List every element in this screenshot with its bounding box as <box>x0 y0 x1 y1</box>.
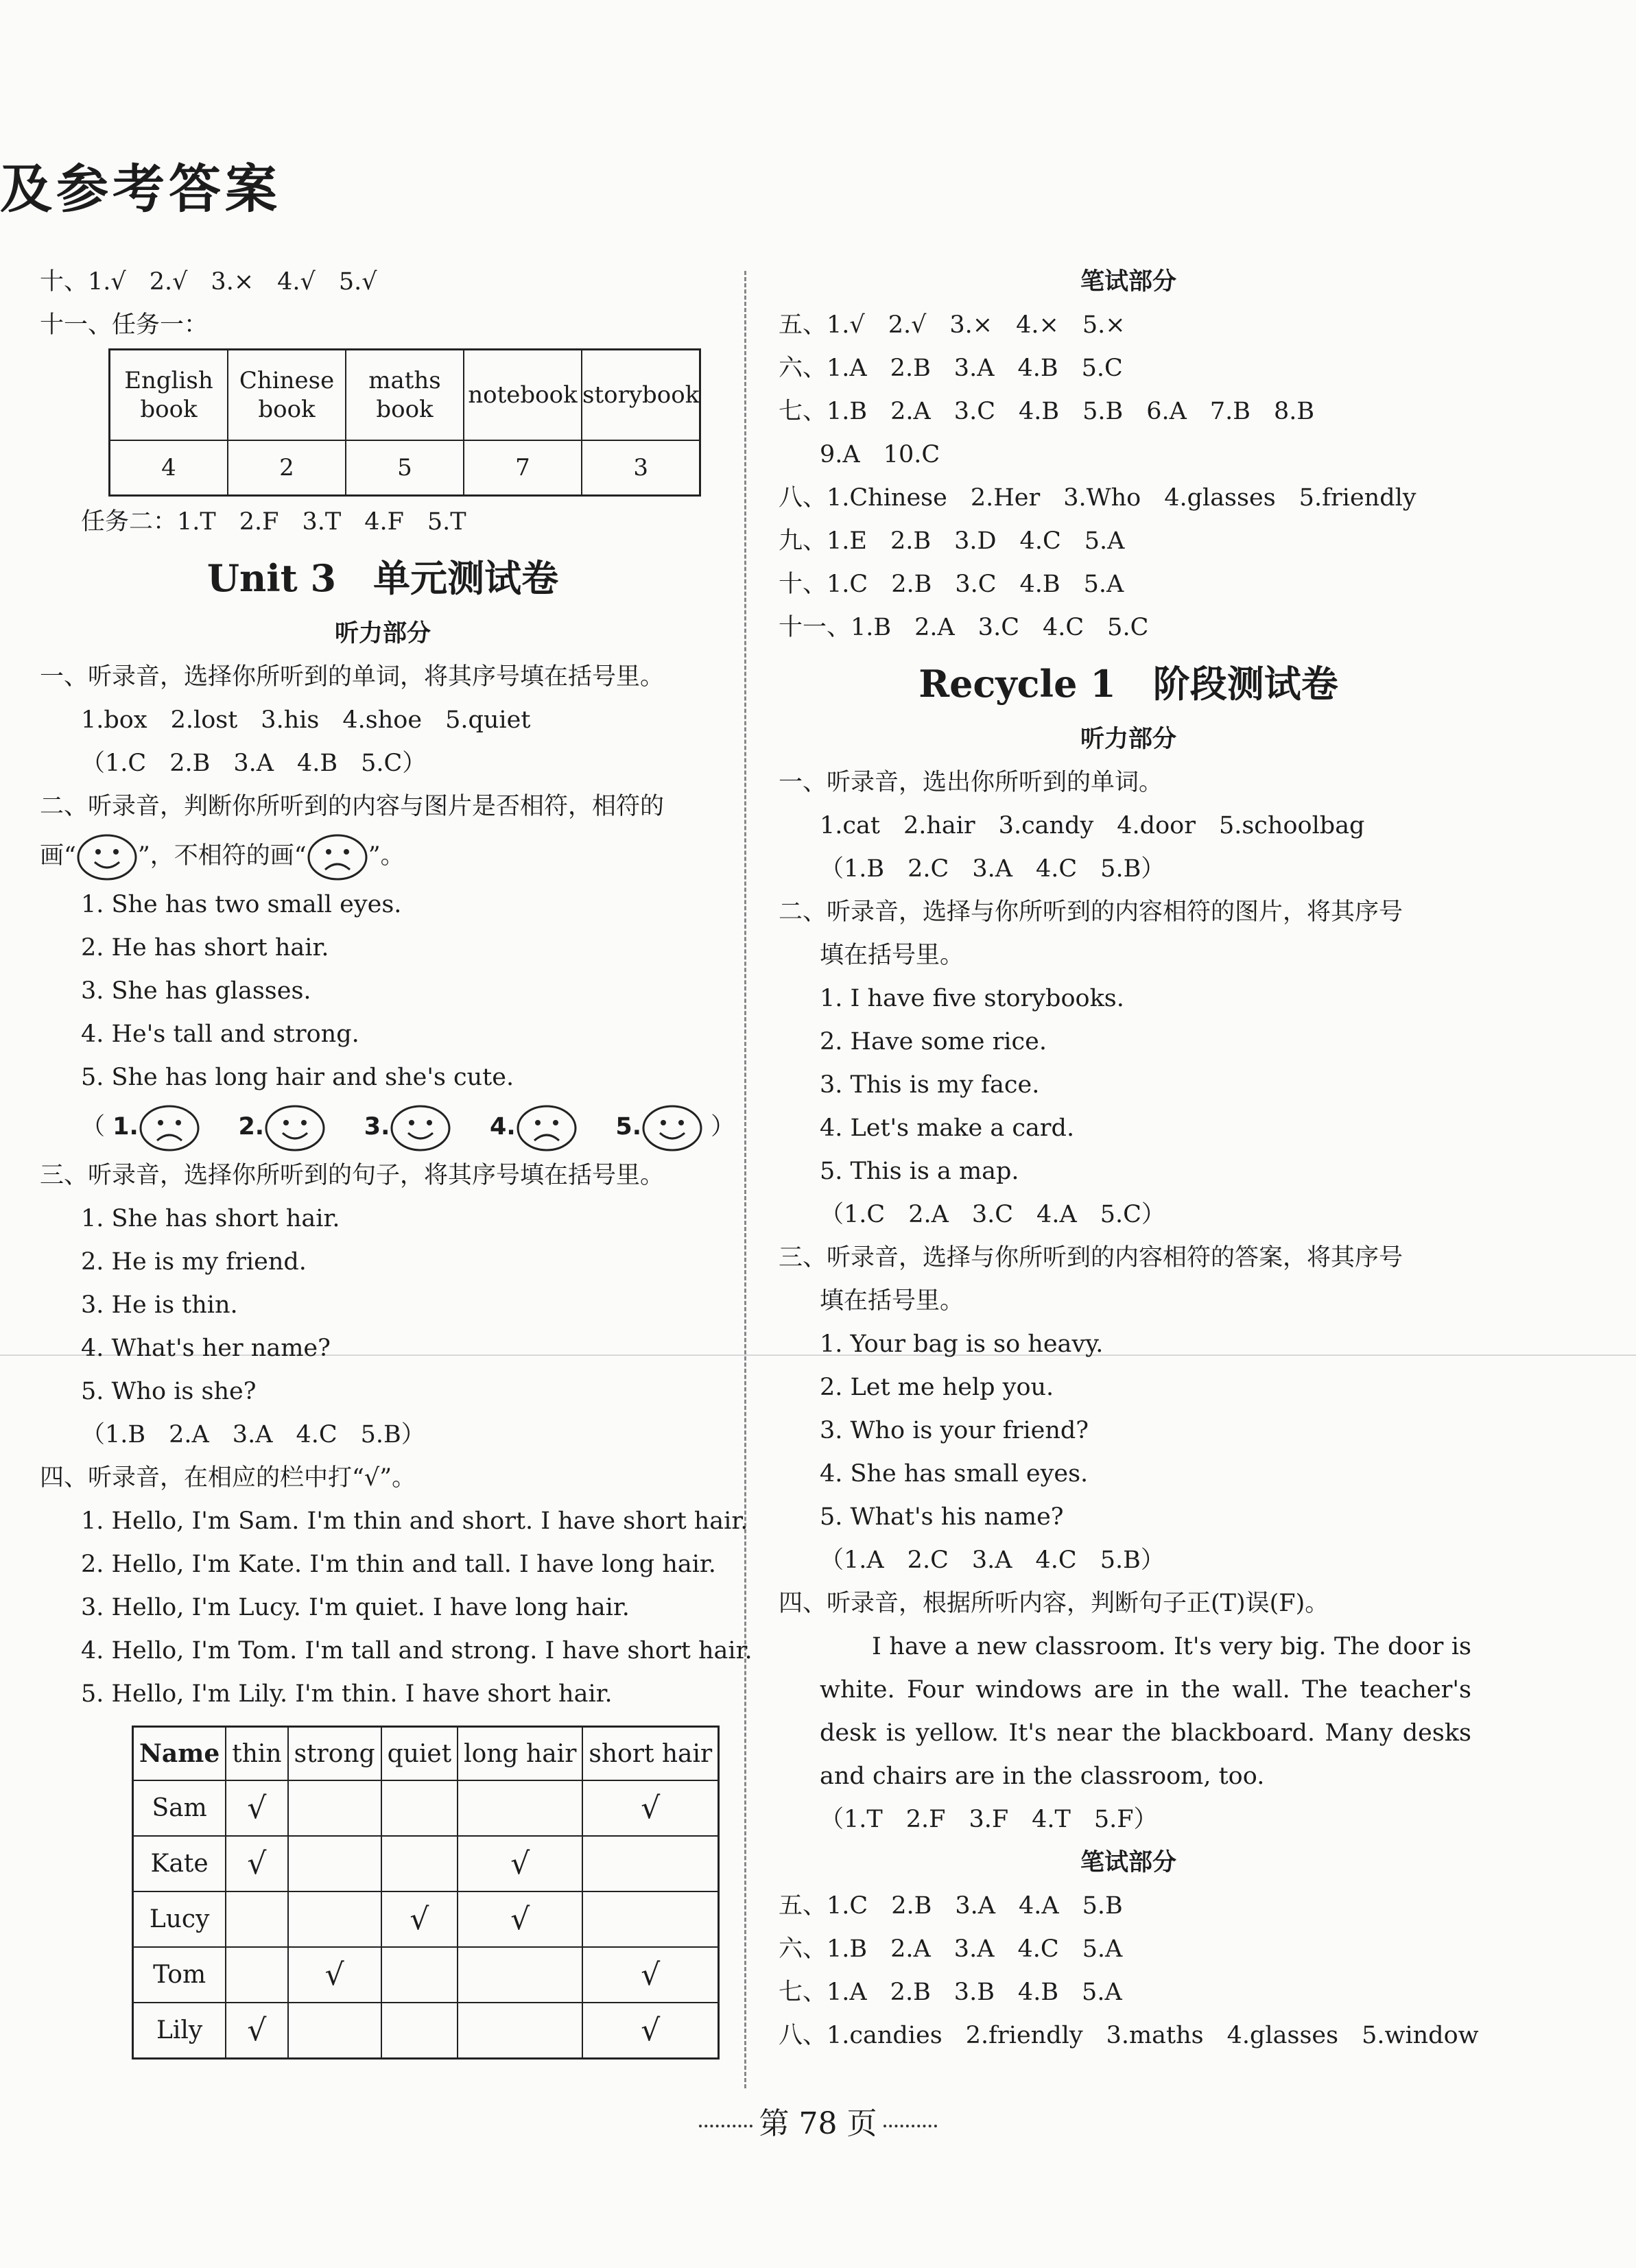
answer: 7.B <box>1209 398 1251 425</box>
answer-line <box>779 563 1478 606</box>
text: （ <box>81 1113 106 1141</box>
answer: 2.friendly <box>965 2022 1083 2049</box>
listening-heading: 听力部分 <box>1080 726 1176 753</box>
sad-face-icon <box>516 1104 578 1152</box>
answer: 4.C <box>1035 855 1078 883</box>
answer: 8.B <box>1274 398 1315 425</box>
answer-label: 4. <box>490 1113 516 1141</box>
answer: 1.√ <box>88 268 126 296</box>
sentence: 2. He is my friend. <box>81 1248 307 1276</box>
text: ） <box>711 1113 735 1141</box>
table-check-cell: √ <box>226 2003 287 2059</box>
sentence: 5. This is a map. <box>820 1158 1019 1185</box>
answer: 2.A <box>890 1935 931 1963</box>
table-check-cell: √ <box>582 2003 718 2059</box>
answer: 4.C <box>1042 614 1084 641</box>
answer: 3.B <box>953 1979 995 2006</box>
table-cell: 4 <box>110 440 228 496</box>
smiley-face-icon <box>641 1104 703 1152</box>
table-name-cell: Lily <box>133 2003 226 2059</box>
word-list <box>779 804 1478 848</box>
answer: （1.C <box>81 750 147 777</box>
answer: 3.A <box>953 1935 995 1963</box>
table-header-row <box>133 1727 719 1781</box>
sentence: 3. This is my face. <box>820 1071 1040 1099</box>
answer-line <box>779 1885 1478 1928</box>
table-check-cell <box>381 2003 458 2059</box>
left-column <box>40 261 752 2060</box>
answer-label: 5. <box>615 1113 641 1141</box>
answer: 七、1.A <box>779 1979 867 2006</box>
page-number: 第 78 页 <box>759 2106 877 2141</box>
sentence: 4. Let's make a card. <box>820 1114 1075 1142</box>
table-check-cell <box>458 1780 582 1836</box>
table-check-cell: √ <box>458 1891 582 1947</box>
table-check-cell <box>288 1891 381 1947</box>
text: 画“ <box>40 842 76 870</box>
answer: 十、1.C <box>779 571 868 598</box>
answer-line <box>779 347 1478 390</box>
answer-line <box>779 1928 1478 1971</box>
passage-text: I have a new classroom. It's very big. The door is white. Four windows are in the wall. The teacher's desk is yellow. It's near the blackboard. Many desks and chairs are in the classroom, too. <box>820 1633 1471 1790</box>
face-slot <box>390 1113 451 1141</box>
word: 1.cat <box>820 812 880 839</box>
question-heading: 二、听录音，判断你所听到的内容与图片是否相符，相符的 <box>40 793 665 820</box>
table-check-cell <box>381 1947 458 2003</box>
question-heading: 一、听录音，选出你所听到的单词。 <box>779 769 1163 796</box>
table-cell: English book <box>110 350 228 441</box>
answer: 5.F） <box>1093 1806 1158 1833</box>
answer: 3.A <box>953 355 995 382</box>
sentence: 4. Hello, I'm Tom. I'm tall and strong. I have short hair. <box>81 1637 752 1664</box>
question-heading: 三、听录音，选择与你所听到的内容相符的答案，将其序号 <box>779 1244 1403 1272</box>
sentence: 2. Let me help you. <box>820 1374 1054 1401</box>
table-header-cell: quiet <box>381 1727 458 1781</box>
sad-face-icon <box>307 833 368 881</box>
table-cell: storybook <box>582 350 700 441</box>
table-check-cell: √ <box>226 1780 287 1836</box>
answer: 3.Who <box>1063 484 1141 512</box>
table-name-cell: Lucy <box>133 1891 226 1947</box>
answer: 2.B <box>890 1979 931 2006</box>
answer: 九、1.E <box>779 527 867 555</box>
answer: 六、1.B <box>779 1935 868 1963</box>
question-heading: 二、听录音，选择与你所听到的内容相符的图片，将其序号 <box>779 898 1403 926</box>
answer: 2.A <box>908 1201 949 1228</box>
answer: 4.A <box>1018 1892 1059 1920</box>
answer: 十一、1.B <box>779 614 892 641</box>
answer-key <box>779 848 1478 891</box>
item-number: 十、 <box>40 268 88 296</box>
table-header-cell: Name <box>133 1727 226 1781</box>
word: 3.his <box>261 706 320 734</box>
sentence: 3. She has glasses. <box>81 977 311 1005</box>
table-row <box>133 1947 719 2003</box>
answer: 4.× <box>1016 311 1059 339</box>
answer: 4.C <box>296 1421 337 1448</box>
written-heading: 笔试部分 <box>1080 1849 1176 1876</box>
table-cell: notebook <box>464 350 582 441</box>
answer-label: 3. <box>364 1113 390 1141</box>
answer-line <box>779 390 1478 433</box>
table-check-cell: √ <box>226 1836 287 1891</box>
table-check-cell: √ <box>458 1836 582 1891</box>
answer: （1.A <box>820 1547 884 1574</box>
answer: 3.C <box>977 614 1019 641</box>
answer: 3.A <box>232 1421 273 1448</box>
answer: 2.B <box>890 527 932 555</box>
smiley-face-icon <box>264 1104 326 1152</box>
answer: 4.glasses <box>1164 484 1276 512</box>
table-check-cell <box>381 1780 458 1836</box>
answer: 2.F <box>905 1806 946 1833</box>
answer: 2.C <box>907 1547 949 1574</box>
answer: 八、1.Chinese <box>779 484 947 512</box>
sentence: 4. What's her name? <box>81 1335 331 1362</box>
answer-key <box>779 1193 1478 1237</box>
sentence: 3. He is thin. <box>81 1291 238 1319</box>
sentence: 5. She has long hair and she's cute. <box>81 1064 514 1091</box>
answer: 5.B） <box>1100 855 1165 883</box>
sentence: 4. She has small eyes. <box>820 1460 1089 1488</box>
passage <box>779 1625 1478 1798</box>
sentence: 1. She has two small eyes. <box>81 891 402 918</box>
answer: 5.B <box>1082 398 1124 425</box>
table-row <box>133 1780 719 1836</box>
table-cell: 5 <box>346 440 464 496</box>
answer-key <box>40 1413 726 1457</box>
answer: 5.A <box>1084 527 1125 555</box>
question-heading-cont: 填在括号里。 <box>820 1287 964 1315</box>
answer: 2.A <box>169 1421 209 1448</box>
table-check-cell <box>582 1891 718 1947</box>
table-name-cell: Sam <box>133 1780 226 1836</box>
answer: 八、1.candies <box>779 2022 943 2049</box>
text: ”。 <box>368 842 405 870</box>
answer: 3.D <box>954 527 997 555</box>
answer: 七、1.B <box>779 398 868 425</box>
answer: 5.C <box>1107 614 1149 641</box>
answer: 2.B <box>891 1892 932 1920</box>
question-heading: 四、听录音，在相应的栏中打“√”。 <box>40 1464 416 1492</box>
answer: 3.C <box>953 398 995 425</box>
answer: 3.A <box>971 1547 1012 1574</box>
answer: 4.C <box>1035 1547 1077 1574</box>
word-list <box>40 699 726 742</box>
answer-line <box>779 477 1478 520</box>
table-cell: 2 <box>228 440 346 496</box>
word: 5.quiet <box>445 706 531 734</box>
answer: 5.window <box>1362 2022 1479 2049</box>
question-heading: 一、听录音，选择你所听到的单词，将其序号填在括号里。 <box>40 663 665 691</box>
table-cell: maths book <box>346 350 464 441</box>
word: 2.lost <box>170 706 238 734</box>
answer-line <box>779 2014 1478 2057</box>
books-table <box>108 348 701 497</box>
answer: 4.B <box>1017 355 1058 382</box>
footer-dots <box>884 2125 937 2127</box>
face-slot <box>139 1113 200 1141</box>
answer: 5.friendly <box>1299 484 1416 512</box>
answer: 五、1.C <box>779 1892 868 1920</box>
answer: 5.C） <box>361 750 427 777</box>
text: ”，不相符的画“ <box>137 842 307 870</box>
question-heading: 四、听录音，根据所听内容，判断句子正(T)误(F)。 <box>779 1590 1329 1617</box>
answer: 4.B <box>1019 571 1060 598</box>
answer: 5.√ <box>338 268 377 296</box>
smiley-face-icon <box>76 833 138 881</box>
answer: 2.C <box>908 855 949 883</box>
answer: 2.√ <box>149 268 188 296</box>
answer: 4.glasses <box>1226 2022 1339 2049</box>
table-check-cell: √ <box>381 1891 458 1947</box>
answer: 5.T <box>427 508 466 536</box>
answer-label: 2. <box>238 1113 265 1141</box>
answer: 2.Her <box>970 484 1041 512</box>
table-name-cell: Kate <box>133 1836 226 1891</box>
table-check-cell <box>582 1836 718 1891</box>
answer: 6.A <box>1146 398 1187 425</box>
answer: 2.B <box>169 750 211 777</box>
answer: 4.C <box>1017 1935 1059 1963</box>
table-check-cell: √ <box>288 1947 381 2003</box>
table-check-cell <box>288 1780 381 1836</box>
answer: 5.A <box>1083 571 1124 598</box>
page-title: 及参考答案 <box>0 158 281 219</box>
question-heading-cont <box>40 828 726 883</box>
answer-line <box>779 520 1478 563</box>
face-slot <box>264 1113 326 1141</box>
answer: 3.A <box>955 1892 995 1920</box>
sentence: 1. Hello, I'm Sam. I'm thin and short. I have short hair. <box>81 1507 748 1535</box>
question-heading-cont: 填在括号里。 <box>820 942 964 969</box>
answer: 2.B <box>891 571 932 598</box>
answer: （1.B <box>81 1421 146 1448</box>
answer: （1.B <box>820 855 885 883</box>
unit3-title: Unit 3 单元测试卷 <box>206 556 559 600</box>
answer-line <box>779 304 1478 347</box>
face-slot <box>641 1113 703 1141</box>
sentence: 4. He's tall and strong. <box>81 1020 359 1048</box>
answer: 5.A <box>1082 1979 1122 2006</box>
answer-line-11: 十一、任务一： <box>40 311 209 339</box>
answer: （1.C <box>820 1201 886 1228</box>
answer: 5.B <box>1082 1892 1123 1920</box>
answer: 5.C <box>1081 355 1123 382</box>
answer: 5.A <box>1082 1935 1123 1963</box>
answer: 2.B <box>890 355 931 382</box>
answer-key <box>779 1539 1478 1582</box>
sentence: 1. She has short hair. <box>81 1205 340 1232</box>
table-check-cell <box>226 1947 287 2003</box>
answer: 2.F <box>239 508 279 536</box>
sentence: 1. Your bag is so heavy. <box>820 1330 1104 1358</box>
column-divider <box>744 271 746 2088</box>
table-header-cell: short hair <box>582 1727 718 1781</box>
answer-key <box>779 1798 1478 1841</box>
task-label: 任务二： <box>81 508 178 536</box>
answer: 5.× <box>1082 311 1126 339</box>
word: 4.shoe <box>342 706 423 734</box>
answer-line-10 <box>40 261 726 304</box>
table-check-cell: √ <box>582 1780 718 1836</box>
answer: 4.T <box>1032 1806 1071 1833</box>
table-header-cell: strong <box>288 1727 381 1781</box>
answer: 9.A <box>820 441 860 468</box>
sad-face-icon <box>139 1104 200 1152</box>
traits-table <box>132 1726 720 2060</box>
question-heading: 三、听录音，选择你所听到的句子，将其序号填在括号里。 <box>40 1162 665 1189</box>
word: 3.candy <box>998 812 1094 839</box>
word: 1.box <box>81 706 147 734</box>
answer: 3.C <box>971 1201 1014 1228</box>
answer: 3.A <box>233 750 274 777</box>
sentence: 3. Hello, I'm Lucy. I'm quiet. I have long hair. <box>81 1594 630 1621</box>
table-row <box>133 1836 719 1891</box>
answer: 1.T <box>177 508 216 536</box>
answer-label: 1. <box>112 1113 139 1141</box>
answer: 3.maths <box>1106 2022 1204 2049</box>
answer: 3.C <box>955 571 997 598</box>
face-answers <box>40 1099 735 1154</box>
table-name-cell: Tom <box>133 1947 226 2003</box>
page-footer <box>0 2099 1636 2142</box>
word: 5.schoolbag <box>1218 812 1365 839</box>
answer-key <box>40 742 726 785</box>
answer: 4.F <box>364 508 404 536</box>
table-check-cell <box>226 1891 287 1947</box>
sentence: 2. Hello, I'm Kate. I'm thin and tall. I have long hair. <box>81 1551 716 1578</box>
answer: 4.B <box>296 750 338 777</box>
answer: 4.A <box>1036 1201 1077 1228</box>
task2-answers <box>40 501 726 544</box>
table-header-cell: long hair <box>458 1727 582 1781</box>
answer: 5.B） <box>360 1421 425 1448</box>
sentence: 3. Who is your friend? <box>820 1417 1089 1444</box>
written-heading: 笔试部分 <box>1080 268 1176 296</box>
recycle1-title: Recycle 1 阶段测试卷 <box>918 662 1338 706</box>
answer: 2.√ <box>888 311 927 339</box>
table-row <box>110 350 700 441</box>
right-column <box>779 261 1478 2057</box>
table-cell: 3 <box>582 440 700 496</box>
table-cell: Chinese book <box>228 350 346 441</box>
answer: 3.× <box>949 311 993 339</box>
face-slot <box>516 1113 578 1141</box>
answer-line <box>779 606 1478 649</box>
footer-dots <box>699 2125 752 2127</box>
answer: 4.√ <box>277 268 316 296</box>
answer: 3.× <box>211 268 254 296</box>
table-check-cell <box>458 1947 582 2003</box>
answer: 5.B） <box>1100 1547 1165 1574</box>
answer: （1.T <box>820 1806 883 1833</box>
table-cell: 7 <box>464 440 582 496</box>
answer: 2.A <box>890 398 931 425</box>
table-check-cell <box>458 2003 582 2059</box>
table-check-cell <box>288 2003 381 2059</box>
table-row <box>133 1891 719 1947</box>
listening-heading: 听力部分 <box>334 620 431 647</box>
answer: 5.C） <box>1100 1201 1165 1228</box>
answer: 4.B <box>1018 398 1060 425</box>
answer: 4.B <box>1017 1979 1059 2006</box>
answer: 2.A <box>914 614 955 641</box>
table-check-cell <box>288 1836 381 1891</box>
table-header-cell: thin <box>226 1727 287 1781</box>
answer: 3.T <box>302 508 342 536</box>
answer: 10.C <box>883 441 940 468</box>
sentence: 5. What's his name? <box>820 1503 1064 1531</box>
table-check-cell <box>381 1836 458 1891</box>
sentence: 2. Have some rice. <box>820 1028 1047 1055</box>
answer-line <box>779 433 1478 477</box>
sentence: 2. He has short hair. <box>81 934 329 962</box>
answer: 3.F <box>969 1806 1009 1833</box>
sentence: 5. Who is she? <box>81 1378 257 1405</box>
answer: 3.A <box>972 855 1012 883</box>
word: 2.hair <box>903 812 975 839</box>
table-row <box>133 2003 719 2059</box>
smiley-face-icon <box>390 1104 451 1152</box>
answer: 4.C <box>1019 527 1061 555</box>
answer-line <box>779 1971 1478 2014</box>
sentence: 5. Hello, I'm Lily. I'm thin. I have short hair. <box>81 1680 613 1708</box>
answer: 六、1.A <box>779 355 867 382</box>
sentence: 1. I have five storybooks. <box>820 985 1124 1012</box>
table-check-cell: √ <box>582 1947 718 2003</box>
word: 4.door <box>1117 812 1196 839</box>
answer: 五、1.√ <box>779 311 865 339</box>
table-row <box>110 440 700 496</box>
